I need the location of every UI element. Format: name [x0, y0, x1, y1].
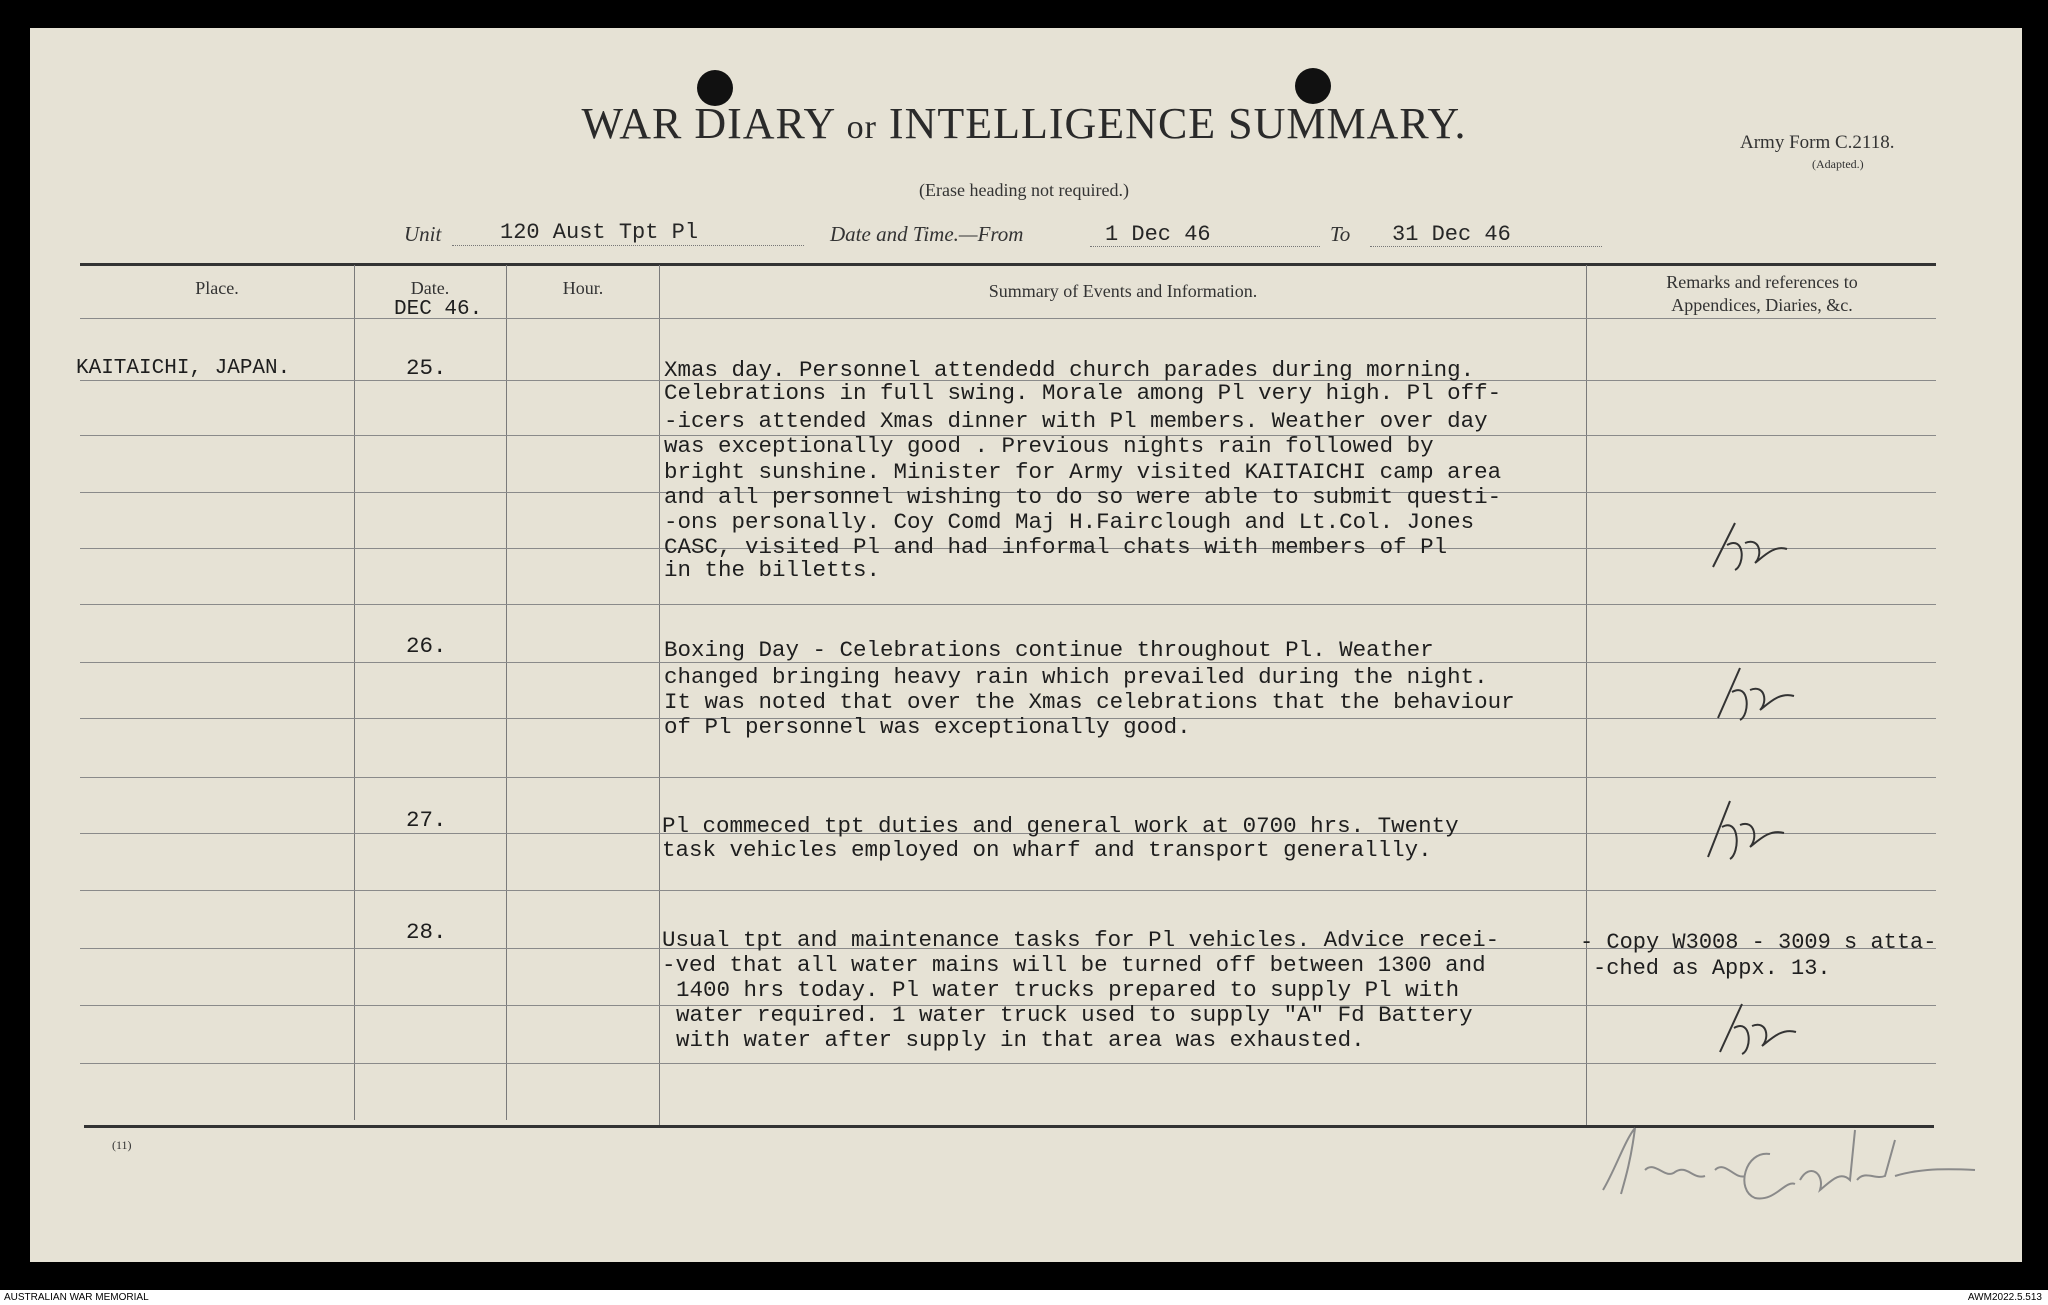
- column-divider: [506, 265, 507, 1120]
- title-part-2: INTELLIGENCE SUMMARY.: [888, 99, 1467, 148]
- date-to-value: 31 Dec 46: [1392, 222, 1511, 247]
- row-rule: [80, 1063, 1936, 1064]
- entry-date: 28.: [406, 919, 447, 945]
- summary-line: bright sunshine. Minister for Army visited KAITAICHI camp area: [664, 459, 1502, 485]
- initials-signature: [1712, 998, 1802, 1058]
- summary-line: Boxing Day - Celebrations continue throughout Pl. Weather: [664, 637, 1434, 663]
- archive-name: AUSTRALIAN WAR MEMORIAL: [4, 1292, 149, 1303]
- entry-date: 27.: [406, 807, 447, 833]
- row-rule: [80, 318, 1936, 319]
- form-adapted-note: (Adapted.): [1812, 157, 1864, 171]
- date-to-dotted-line: [1370, 246, 1602, 247]
- summary-line: Xmas day. Personnel attendedd church parades during morning.: [664, 357, 1475, 383]
- entry-date: 26.: [406, 633, 447, 659]
- to-label: To: [1330, 222, 1351, 246]
- summary-line: It was noted that over the Xmas celebrations that the behaviour: [664, 689, 1515, 715]
- col-head-summary: Summary of Events and Information.: [988, 281, 1258, 301]
- summary-line: of Pl personnel was exceptionally good.: [664, 714, 1191, 740]
- date-from-value: 1 Dec 46: [1105, 222, 1211, 247]
- title-part-1: WAR DIARY: [581, 99, 835, 148]
- summary-line: in the billetts.: [664, 557, 881, 583]
- initials-signature: [1710, 660, 1800, 726]
- col-head-date: Date.: [410, 278, 450, 298]
- remarks-line: -ched as Appx. 13.: [1593, 956, 1831, 981]
- summary-line: -ons personally. Coy Comd Maj H.Fairclough and Lt.Col. Jones: [664, 509, 1475, 535]
- col-head-remarks-1: Remarks and references to: [1666, 272, 1858, 292]
- summary-line: with water after supply in that area was exhausted.: [676, 1027, 1365, 1053]
- form-number: Army Form C.2118.: [1740, 132, 1895, 153]
- place-value: KAITAICHI, JAPAN.: [76, 357, 291, 380]
- row-rule: [80, 777, 1936, 778]
- summary-line: Celebrations in full swing. Morale among Pl very high. Pl off-: [664, 380, 1502, 406]
- summary-line: task vehicles employed on wharf and transport generallly.: [662, 837, 1432, 863]
- remarks-line: - Copy W3008 - 3009 s atta-: [1580, 930, 1937, 955]
- summary-line: -ved that all water mains will be turned off between 1300 and: [662, 952, 1486, 978]
- initials-signature: [1705, 515, 1795, 575]
- summary-line: Usual tpt and maintenance tasks for Pl vehicles. Advice recei-: [662, 927, 1500, 953]
- summary-line: changed bringing heavy rain which prevailed during the night.: [664, 664, 1488, 690]
- unit-label: Unit: [404, 222, 442, 246]
- summary-line: 1400 hrs today. Pl water trucks prepared to supply Pl with: [676, 977, 1460, 1003]
- col-head-remarks-2: Appendices, Diaries, &c.: [1671, 295, 1853, 315]
- archive-footer-bar: [0, 1290, 2048, 1305]
- summary-line: was exceptionally good . Previous nights rain followed by: [664, 433, 1434, 459]
- initials-signature: [1700, 795, 1790, 865]
- form-footer-number: (11): [112, 1138, 132, 1152]
- row-rule: [80, 604, 1936, 605]
- summary-line: -icers attended Xmas dinner with Pl members. Weather over day: [664, 408, 1488, 434]
- title-or: or: [846, 109, 877, 146]
- column-divider: [659, 265, 660, 1125]
- date-from-dotted-line: [1090, 246, 1320, 247]
- officer-signature: [1595, 1110, 1985, 1230]
- table-top-rule: [80, 263, 1936, 266]
- summary-line: water required. 1 water truck used to supply "A" Fd Battery: [676, 1002, 1473, 1028]
- form-subtitle: (Erase heading not required.): [919, 180, 1129, 200]
- column-divider: [354, 265, 355, 1120]
- unit-value: 120 Aust Tpt Pl: [500, 220, 699, 245]
- col-head-place: Place.: [195, 278, 239, 298]
- summary-line: and all personnel wishing to do so were able to submit questi-: [664, 484, 1502, 510]
- col-head-hour: Hour.: [562, 278, 604, 298]
- date-label: Date and Time.—From: [830, 222, 1024, 246]
- column-divider: [1586, 265, 1587, 1125]
- unit-dotted-line: [452, 245, 804, 246]
- month-label: DEC 46.: [394, 298, 483, 321]
- entry-date: 25.: [406, 355, 447, 381]
- row-rule: [80, 890, 1936, 891]
- archive-reference: AWM2022.5.513: [1967, 1292, 2042, 1303]
- summary-line: Pl commeced tpt duties and general work at 0700 hrs. Twenty: [662, 813, 1459, 839]
- summary-line: CASC, visited Pl and had informal chats with members of Pl: [664, 534, 1448, 560]
